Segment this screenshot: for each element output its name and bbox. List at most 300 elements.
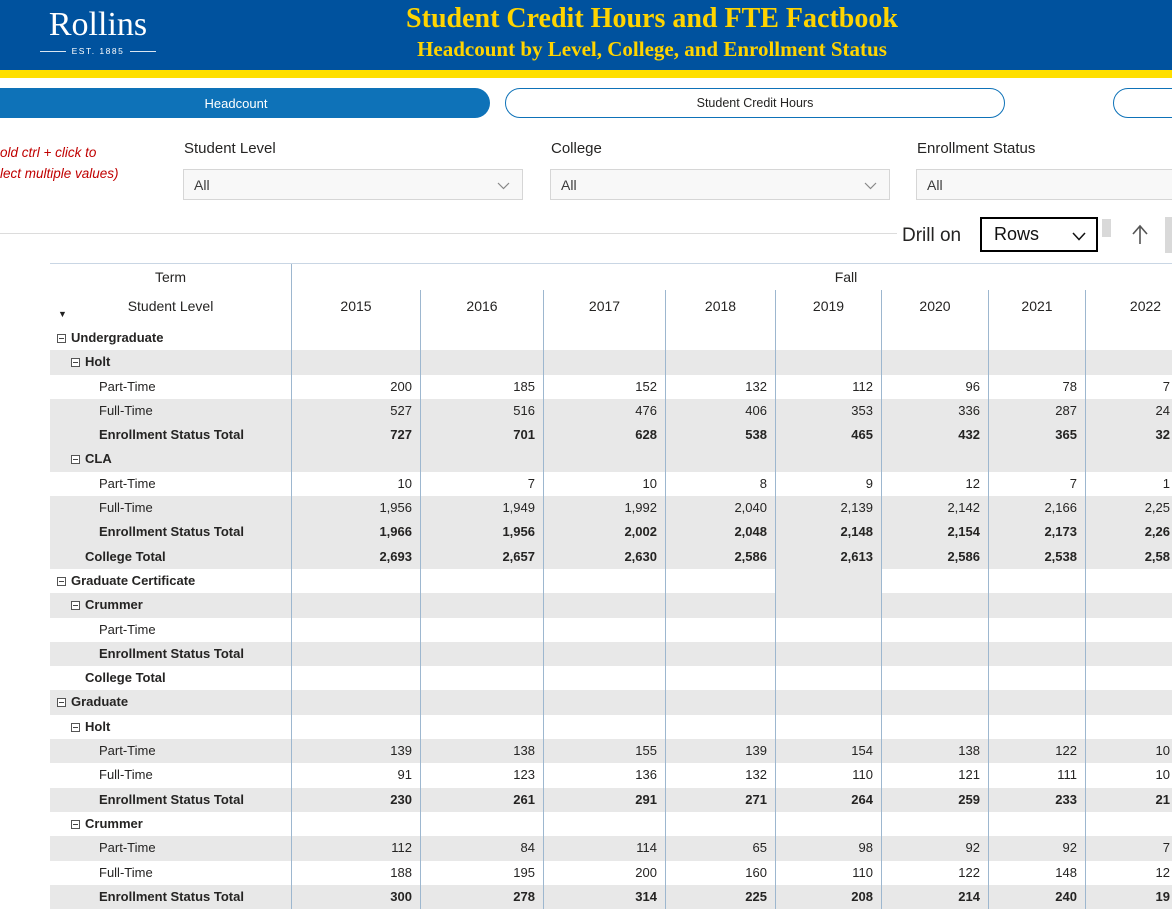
value-cell <box>665 642 775 666</box>
row-label-cell <box>50 496 291 520</box>
value-cell: 138 <box>420 739 543 763</box>
row-label-cell <box>50 399 291 423</box>
value-cell <box>543 812 665 836</box>
row-label: Crummer <box>85 815 143 831</box>
year-column-header-2021[interactable]: 2021 <box>988 290 1085 326</box>
value-cell: 225 <box>665 885 775 909</box>
value-cell: 314 <box>543 885 665 909</box>
value-cell: 138 <box>881 739 988 763</box>
value-cell <box>291 593 420 617</box>
student-level-dropdown[interactable] <box>183 169 523 200</box>
value-cell <box>291 326 420 350</box>
collapse-icon[interactable] <box>71 358 80 367</box>
row-label: Enrollment Status Total <box>99 645 244 661</box>
value-cell <box>881 350 988 374</box>
row-label: Part-Time <box>99 475 156 491</box>
value-cell <box>420 350 543 374</box>
value-cell: 96 <box>881 375 988 399</box>
value-cell <box>1085 690 1172 714</box>
value-cell: 538 <box>665 423 775 447</box>
value-cell <box>881 715 988 739</box>
matrix-row-crummer <box>50 812 1172 836</box>
value-cell: 2,148 <box>775 520 881 544</box>
value-cell: 2,25 <box>1085 496 1172 520</box>
value-cell <box>291 350 420 374</box>
value-cell: 32 <box>1085 423 1172 447</box>
clipped-control-fragment-right <box>1165 217 1172 253</box>
value-cell: 2,613 <box>775 545 881 569</box>
value-cell <box>665 447 775 471</box>
matrix-row-enrollment-status-total <box>50 520 1172 544</box>
value-cell <box>775 690 881 714</box>
value-cell: 188 <box>291 861 420 885</box>
collapse-icon[interactable] <box>71 820 80 829</box>
value-cell: 7 <box>1085 836 1172 860</box>
value-cell: 155 <box>543 739 665 763</box>
value-cell: 278 <box>420 885 543 909</box>
value-cell <box>1085 593 1172 617</box>
row-label-cell <box>50 375 291 399</box>
row-label-cell <box>50 593 291 617</box>
value-cell: 1,956 <box>291 496 420 520</box>
matrix-row-part-time <box>50 375 1172 399</box>
header-banner <box>0 0 1172 70</box>
headcount-matrix <box>50 264 1172 910</box>
chevron-down-icon <box>864 182 877 190</box>
value-cell <box>1085 326 1172 350</box>
value-cell: 136 <box>543 763 665 787</box>
chevron-down-icon <box>1072 232 1086 241</box>
value-cell <box>775 326 881 350</box>
college-label: College <box>551 140 602 157</box>
matrix-row-holt <box>50 350 1172 374</box>
value-cell: 2,166 <box>988 496 1085 520</box>
value-cell <box>420 812 543 836</box>
value-cell <box>291 690 420 714</box>
value-cell: 527 <box>291 399 420 423</box>
row-label: Graduate Certificate <box>71 572 196 588</box>
value-cell <box>420 618 543 642</box>
row-label-cell <box>50 885 291 909</box>
matrix-row-part-time <box>50 472 1172 496</box>
value-cell <box>775 618 881 642</box>
value-cell <box>988 642 1085 666</box>
value-cell: 2,154 <box>881 520 988 544</box>
row-label: Enrollment Status Total <box>99 791 244 807</box>
value-cell: 122 <box>988 739 1085 763</box>
value-cell <box>420 666 543 690</box>
value-cell <box>1085 447 1172 471</box>
value-cell <box>291 715 420 739</box>
value-cell: 2,048 <box>665 520 775 544</box>
value-cell <box>543 618 665 642</box>
value-cell: 2,139 <box>775 496 881 520</box>
row-label: Holt <box>85 718 111 734</box>
title-block <box>132 0 1172 62</box>
corner-student-level-label: Student Level <box>127 298 214 314</box>
row-label: Enrollment Status Total <box>99 524 244 540</box>
year-column-header-2019[interactable]: 2019 <box>775 290 881 326</box>
value-cell: 7 <box>420 472 543 496</box>
row-label-cell <box>50 715 291 739</box>
value-cell: 701 <box>420 423 543 447</box>
value-cell <box>665 666 775 690</box>
matrix-header-row-term <box>50 264 1172 290</box>
year-column-header-2018[interactable]: 2018 <box>665 290 775 326</box>
value-cell <box>881 593 988 617</box>
filter-table-divider <box>0 233 897 234</box>
value-cell <box>775 447 881 471</box>
multi-select-note-line1: old ctrl + click to <box>0 145 97 160</box>
collapse-icon[interactable] <box>71 455 80 464</box>
value-cell <box>291 447 420 471</box>
value-cell: 110 <box>775 861 881 885</box>
drill-up-button[interactable] <box>1125 220 1155 250</box>
value-cell <box>291 642 420 666</box>
value-cell <box>775 350 881 374</box>
matrix-row-cla <box>50 447 1172 471</box>
row-label: Graduate <box>71 694 129 710</box>
matrix-row-holt <box>50 715 1172 739</box>
row-label-cell <box>50 350 291 374</box>
year-column-header-2016[interactable]: 2016 <box>420 290 543 326</box>
row-label-cell <box>50 861 291 885</box>
page-title: Student Credit Hours and FTE Factbook <box>406 3 898 34</box>
value-cell: 65 <box>665 836 775 860</box>
value-cell: 628 <box>543 423 665 447</box>
value-cell <box>420 715 543 739</box>
value-cell <box>881 569 988 593</box>
matrix-row-enrollment-status-total <box>50 788 1172 812</box>
row-label: Full-Time <box>99 864 153 880</box>
value-cell: 7 <box>1085 375 1172 399</box>
value-cell: 21 <box>1085 788 1172 812</box>
matrix-row-full-time <box>50 861 1172 885</box>
row-label-cell <box>50 812 291 836</box>
matrix-row-undergraduate <box>50 326 1172 350</box>
row-label: Holt <box>85 354 111 370</box>
value-cell: 365 <box>988 423 1085 447</box>
college-value: All <box>561 176 577 193</box>
value-cell: 264 <box>775 788 881 812</box>
value-cell: 259 <box>881 788 988 812</box>
value-cell: 200 <box>291 375 420 399</box>
enrollment-status-dropdown[interactable] <box>916 169 1172 200</box>
row-label-cell <box>50 326 291 350</box>
matrix-body <box>50 326 1172 909</box>
value-cell <box>988 618 1085 642</box>
matrix-row-full-time <box>50 763 1172 787</box>
value-cell: 84 <box>420 836 543 860</box>
value-cell <box>775 666 881 690</box>
value-cell: 1,956 <box>420 520 543 544</box>
value-cell: 233 <box>988 788 1085 812</box>
matrix-row-enrollment-status-total <box>50 642 1172 666</box>
year-column-header-2020[interactable]: 2020 <box>881 290 988 326</box>
value-cell: 110 <box>775 763 881 787</box>
value-cell <box>543 593 665 617</box>
value-cell: 727 <box>291 423 420 447</box>
page-subtitle: Headcount by Level, College, and Enrollment Status <box>417 37 887 61</box>
row-label-cell <box>50 569 291 593</box>
value-cell <box>988 569 1085 593</box>
collapse-icon[interactable] <box>71 601 80 610</box>
value-cell: 112 <box>775 375 881 399</box>
year-column-header-2017[interactable]: 2017 <box>543 290 665 326</box>
matrix-row-graduate-certificate <box>50 569 1172 593</box>
value-cell: 2,630 <box>543 545 665 569</box>
row-label-cell <box>50 447 291 471</box>
value-cell: 92 <box>881 836 988 860</box>
row-label-cell <box>50 788 291 812</box>
value-cell: 2,173 <box>988 520 1085 544</box>
drill-on-value: Rows <box>994 224 1040 244</box>
value-cell <box>420 569 543 593</box>
collapse-icon[interactable] <box>57 698 66 707</box>
value-cell <box>1085 812 1172 836</box>
student-level-value: All <box>194 176 210 193</box>
value-cell: 139 <box>291 739 420 763</box>
logo-est-text: EST. 1885 <box>71 46 125 56</box>
value-cell <box>543 666 665 690</box>
logo-wordmark: Rollins <box>48 6 148 43</box>
row-label-cell <box>50 618 291 642</box>
value-cell: 10 <box>543 472 665 496</box>
matrix-row-full-time <box>50 496 1172 520</box>
logo-rule-left <box>40 51 66 52</box>
value-cell <box>543 715 665 739</box>
value-cell: 300 <box>291 885 420 909</box>
value-cell <box>420 690 543 714</box>
value-cell <box>665 569 775 593</box>
drill-on-label: Drill on <box>902 225 962 246</box>
value-cell <box>420 593 543 617</box>
value-cell <box>543 326 665 350</box>
row-label: Enrollment Status Total <box>99 427 244 443</box>
row-label-cell <box>50 763 291 787</box>
value-cell: 291 <box>543 788 665 812</box>
drill-on-select[interactable] <box>980 217 1098 252</box>
value-cell: 139 <box>665 739 775 763</box>
yellow-accent-stripe <box>0 70 1172 78</box>
value-cell <box>988 593 1085 617</box>
sort-indicator[interactable]: ▼ <box>58 309 67 319</box>
value-cell: 2,58 <box>1085 545 1172 569</box>
value-cell <box>665 593 775 617</box>
collapse-icon[interactable] <box>71 723 80 732</box>
value-cell <box>665 812 775 836</box>
value-cell: 185 <box>420 375 543 399</box>
value-cell: 114 <box>543 836 665 860</box>
value-cell <box>775 569 881 593</box>
value-cell <box>543 350 665 374</box>
row-label: College Total <box>85 548 166 564</box>
value-cell: 10 <box>1085 763 1172 787</box>
value-cell: 132 <box>665 375 775 399</box>
value-cell: 2,26 <box>1085 520 1172 544</box>
corner-term-label: Term <box>154 269 187 285</box>
collapse-icon[interactable] <box>57 334 66 343</box>
value-cell: 91 <box>291 763 420 787</box>
value-cell <box>420 642 543 666</box>
value-cell <box>665 350 775 374</box>
season-header-cell <box>291 264 1172 290</box>
value-cell: 195 <box>420 861 543 885</box>
clipped-control-fragment <box>1102 219 1111 237</box>
value-cell <box>1085 569 1172 593</box>
value-cell: 132 <box>665 763 775 787</box>
value-cell: 465 <box>775 423 881 447</box>
value-cell <box>775 642 881 666</box>
value-cell: 160 <box>665 861 775 885</box>
value-cell <box>543 690 665 714</box>
matrix-row-part-time <box>50 618 1172 642</box>
row-label: Part-Time <box>99 840 156 856</box>
value-cell: 2,693 <box>291 545 420 569</box>
value-cell <box>881 642 988 666</box>
value-cell <box>881 447 988 471</box>
matrix-row-crummer <box>50 593 1172 617</box>
matrix-row-full-time <box>50 399 1172 423</box>
row-label: Part-Time <box>99 378 156 394</box>
row-label-cell <box>50 520 291 544</box>
year-column-header-2015[interactable]: 2015 <box>291 290 420 326</box>
value-cell: 78 <box>988 375 1085 399</box>
collapse-icon[interactable] <box>57 577 66 586</box>
value-cell <box>881 666 988 690</box>
row-label-cell <box>50 423 291 447</box>
value-cell <box>665 715 775 739</box>
value-cell: 287 <box>988 399 1085 423</box>
tab-button-student-credit-hours[interactable]: Student Credit Hours <box>505 88 1005 118</box>
value-cell <box>881 618 988 642</box>
row-label-cell <box>50 472 291 496</box>
row-label: College Total <box>85 670 166 686</box>
value-cell: 1,949 <box>420 496 543 520</box>
value-cell: 19 <box>1085 885 1172 909</box>
value-cell: 2,586 <box>881 545 988 569</box>
college-dropdown[interactable] <box>550 169 890 200</box>
value-cell <box>291 812 420 836</box>
value-cell: 24 <box>1085 399 1172 423</box>
value-cell: 200 <box>543 861 665 885</box>
value-cell <box>420 326 543 350</box>
value-cell <box>881 690 988 714</box>
value-cell <box>665 326 775 350</box>
value-cell: 148 <box>988 861 1085 885</box>
value-cell: 1,966 <box>291 520 420 544</box>
row-label-cell <box>50 690 291 714</box>
row-label: Enrollment Status Total <box>99 888 244 904</box>
value-cell: 353 <box>775 399 881 423</box>
value-cell: 2,657 <box>420 545 543 569</box>
value-cell: 121 <box>881 763 988 787</box>
value-cell <box>988 666 1085 690</box>
year-column-header-2022[interactable]: 2022 <box>1085 290 1172 326</box>
value-cell <box>988 447 1085 471</box>
value-cell <box>1085 618 1172 642</box>
student-level-label: Student Level <box>184 140 276 157</box>
multi-select-note <box>0 142 119 184</box>
value-cell: 2,538 <box>988 545 1085 569</box>
value-cell: 2,002 <box>543 520 665 544</box>
up-arrow-icon <box>1129 223 1151 247</box>
value-cell <box>988 690 1085 714</box>
value-cell: 10 <box>1085 739 1172 763</box>
value-cell: 152 <box>543 375 665 399</box>
value-cell <box>543 569 665 593</box>
value-cell: 112 <box>291 836 420 860</box>
value-cell: 12 <box>1085 861 1172 885</box>
value-cell: 516 <box>420 399 543 423</box>
value-cell <box>988 350 1085 374</box>
value-cell: 261 <box>420 788 543 812</box>
row-label: Full-Time <box>99 402 153 418</box>
row-label-cell <box>50 545 291 569</box>
row-label-cell <box>50 739 291 763</box>
matrix-row-part-time <box>50 739 1172 763</box>
value-cell: 271 <box>665 788 775 812</box>
matrix-row-enrollment-status-total <box>50 885 1172 909</box>
tab-button-clipped[interactable] <box>1113 88 1172 118</box>
row-label-cell <box>50 642 291 666</box>
value-cell: 476 <box>543 399 665 423</box>
matrix-row-college-total <box>50 545 1172 569</box>
value-cell: 336 <box>881 399 988 423</box>
matrix-row-graduate <box>50 690 1172 714</box>
value-cell <box>543 447 665 471</box>
row-label-cell <box>50 836 291 860</box>
value-cell <box>881 812 988 836</box>
value-cell: 406 <box>665 399 775 423</box>
value-cell: 122 <box>881 861 988 885</box>
matrix-inner <box>50 264 1172 909</box>
value-cell: 2,586 <box>665 545 775 569</box>
value-cell <box>543 642 665 666</box>
value-cell <box>665 618 775 642</box>
value-cell: 2,040 <box>665 496 775 520</box>
multi-select-note-line2: lect multiple values) <box>0 166 119 181</box>
chevron-down-icon <box>497 182 510 190</box>
value-cell: 8 <box>665 472 775 496</box>
row-label: Full-Time <box>99 500 153 516</box>
value-cell <box>1085 350 1172 374</box>
tab-button-headcount[interactable]: Headcount <box>0 88 490 118</box>
value-cell <box>291 618 420 642</box>
value-cell: 10 <box>291 472 420 496</box>
value-cell: 7 <box>988 472 1085 496</box>
matrix-row-enrollment-status-total <box>50 423 1172 447</box>
value-cell <box>988 715 1085 739</box>
value-cell: 154 <box>775 739 881 763</box>
value-cell: 9 <box>775 472 881 496</box>
value-cell <box>988 812 1085 836</box>
row-label: Full-Time <box>99 767 153 783</box>
matrix-header-row-years <box>50 290 1172 326</box>
row-label: Part-Time <box>99 621 156 637</box>
row-label-cell <box>50 666 291 690</box>
value-cell <box>1085 715 1172 739</box>
matrix-row-part-time <box>50 836 1172 860</box>
value-cell: 92 <box>988 836 1085 860</box>
row-label: CLA <box>85 451 112 467</box>
value-cell <box>291 569 420 593</box>
season-header: Fall <box>834 269 858 285</box>
value-cell <box>420 447 543 471</box>
row-label: Undergraduate <box>71 330 164 345</box>
value-cell: 2,142 <box>881 496 988 520</box>
value-cell <box>291 666 420 690</box>
